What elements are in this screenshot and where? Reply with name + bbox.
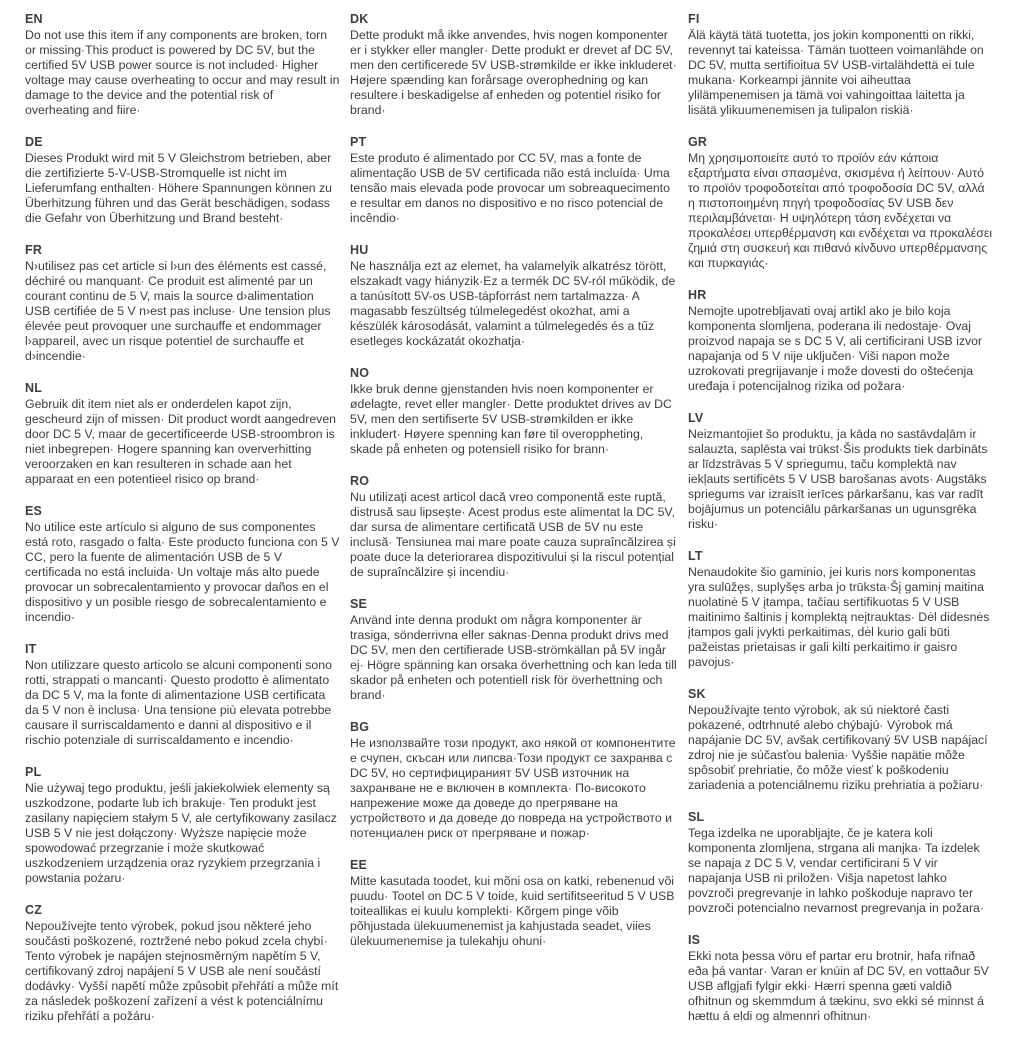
warning-text-pl: Nie używaj tego produktu, jeśli jakiekolwiek elementy są uszkodzone, podarte lub ich brakuje· Ten produkt jest zasilany napięciem stałym 5 V, ale certyfikowany zasilacz USB 5 V nie jest dołączony· Wyższe napięcie może spowodować przegrzanie i może skutkować uszkodzeniem urządzenia oraz ryzykiem przegrzania i powstania pożaru· [25, 781, 337, 885]
language-code-pt: PT [350, 135, 367, 149]
section-gr [688, 135, 994, 271]
language-code-sl: SL [688, 810, 705, 824]
warning-text-pt: Este produto é alimentado por CC 5V, mas a fonte de alimentação USB de 5V certificada não está incluída· Uma tensão mais elevada pode provocar um sobreaquecimento e resultar em danos no dispositivo e no risco potencial de incêndio· [350, 151, 670, 225]
warning-text-cz: Nepoužívejte tento výrobek, pokud jsou některé jeho součásti poškozené, roztržené nebo pokud zcela chybí· Tento výrobek je napájen stejnosměrným napětím 5 V, certifikovaný zdroj napájení 5 V USB ale není součástí dodávky· Vyšší napětí může způsobit přehřátí a může mít za následek poškození zařízení a vést k potenciálnímu riziku přehřátí a požáru· [25, 919, 339, 1023]
language-code-es: ES [25, 504, 43, 518]
warning-text-fr: N›utilisez pas cet article si l›un des éléments est cassé, déchiré ou manquant· Ce produit est alimenté par un courant continu de 5 V, mais la source d›alimentation USB certifiée de 5 V n›est pas incluse· Une tension plus élevée peut provoquer une surchauffe et endommager l›appareil, avec un risque potentiel de surchauffe et d›incendie· [25, 259, 331, 363]
warning-text-de: Dieses Produkt wird mit 5 V Gleichstrom betrieben, aber die zertifizierte 5-V-USB-Stromquelle ist nicht im Lieferumfang enthalten· Höhere Spannungen können zu Überhitzung führen und das Gerät beschädigen, sodass die Gefahr von Überhitzung und Brand besteht· [25, 151, 332, 225]
warning-text-hr: Nemojte upotrebljavati ovaj artikl ako je bilo koja komponenta slomljena, poderana ili nedostaje· Ovaj proizvod napaja se s DC 5 V, ali certificirani USB izvor napajanja od 5 V nije uključen· Viši napon može uzrokovati pregrijavanje i može dovesti do oštećenja uređaja i potencijalnog rizika od požara· [688, 304, 983, 393]
warning-text-lt: Nenaudokite šio gaminio, jei kuris nors komponentas yra sulūžęs, suplyšęs arba jo trūksta·Šį gaminį maitina nuolatinė 5 V įtampa, tačiau sertifikuotas 5 V USB maitinimo šaltinis į komplektą neįtrauktas· Dėl didesnės įtampos gali įvykti perkaitimas, dėl kurio gali būti pažeistas prietaisas ir gali kilti perkaitimo ir gaisro pavojus· [688, 565, 990, 669]
column-1 [25, 12, 350, 1041]
section-hu [350, 243, 678, 349]
section-it [25, 642, 340, 748]
language-code-hu: HU [350, 243, 369, 257]
warning-text-sk: Nepoužívajte tento výrobok, ak sú niektoré časti pokazené, odtrhnuté alebo chýbajú· Výrobok má napájanie DC 5V, avšak certifikovaný 5V USB napájací zdroj nie je súčasťou balenia· Vyššie napätie môže spôsobiť prehriatie, čo môže viesť k poškodeniu zariadenia a potenciálnemu riziku prehriatia a požiaru· [688, 703, 988, 792]
warning-text-no: Ikke bruk denne gjenstanden hvis noen komponenter er ødelagte, revet eller mangler· Dette produktet drives av DC 5V, men den sertifiserte 5V USB-strømkilden er ikke inkludert· Høyere spenning kan føre til overoppheting, skade på enheten og potensiell risiko for brann· [350, 382, 672, 456]
section-cz [25, 903, 340, 1024]
warning-text-fi: Älä käytä tätä tuotetta, jos jokin komponentti on rikki, revennyt tai kateissa· Tämän tuotteen voimanlähde on DC 5V, mutta sertifioitua 5V USB-virtalähdettä ei tule mukana· Korkeampi jännite voi aiheuttaa ylilämpenemisen ja tämä voi vahingoittaa laitetta ja lisätä ylikuumenemisen ja tulipalon riskiä· [688, 28, 984, 117]
warning-text-sl: Tega izdelka ne uporabljajte, če je katera koli komponenta zlomljena, strgana ali manjka· Ta izdelek se napaja z DC 5 V, vendar certificirani 5 V vir napajanja USB ni priložen· Višja napetost lahko povzroči pregrevanje in lahko poškoduje napravo ter povzroči potencialno nevarnost pregrevanja in požara· [688, 826, 984, 915]
section-sk [688, 687, 994, 793]
language-code-ro: RO [350, 474, 370, 488]
section-lv [688, 411, 994, 532]
language-code-no: NO [350, 366, 370, 380]
warning-text-ee: Mitte kasutada toodet, kui mõni osa on katki, rebenenud või puudu· Tootel on DC 5 V toide, kuid sertifitseeritud 5 V USB toiteallikas ei kuulu komplekti· Kõrgem pinge võib põhjustada ülekuumenemist ja kahjustada seadet, viies ülekuumenemise ja tulekahju ohuni· [350, 874, 675, 948]
language-code-cz: CZ [25, 903, 43, 917]
warning-text-bg: Не използвайте този продукт, ако някой от компонентите е счупен, скъсан или липсва·Този продукт се захранва с DC 5V, но сертифицираният 5V USB източник на захранване не е включен в комплекта· По-високото напрежение може да доведе до прегряване на устройството и да доведе до повреда на устройството и потенциален риск от прегряване и пожар· [350, 736, 676, 840]
warning-text-dk: Dette produkt må ikke anvendes, hvis nogen komponenter er i stykker eller mangler· Dette produkt er drevet af DC 5V, men den certificerede 5V USB-strømkilde er ikke inkluderet· Højere spænding kan forårsage overophedning og kan resultere i beskadigelse af enheden og potentiel risiko for brand· [350, 28, 677, 117]
section-sl [688, 810, 994, 916]
section-en [25, 12, 340, 118]
language-code-pl: PL [25, 765, 42, 779]
section-hr [688, 288, 994, 394]
warning-text-it: Non utilizzare questo articolo se alcuni componenti sono rotti, strappati o mancanti· Questo prodotto è alimentato da DC 5 V, ma la fonte di alimentazione USB certificata da 5 V non è inclusa· Una tensione più elevata potrebbe causare il surriscaldamento e danni al dispositivo e il rischio potenziale di surriscaldamento e incendio· [25, 658, 332, 747]
warning-text-gr: Μη χρησιμοποιείτε αυτό το προϊόν εάν κάποια εξαρτήματα είναι σπασμένα, σκισμένα ή λείπουν· Αυτό το προϊόν τροφοδοτείται από τροφοδοσία DC 5V, αλλά η πιστοποιημένη πηγή τροφοδοσίας 5V USB δεν περιλαμβάνεται· Η υψηλότερη τάση ενδέχεται να προκαλέσει υπερθέρμανση και ενδέχεται να προκαλέσει ζημιά στη συσκευή και πιθανό κίνδυνο υπερθέρμανσης και πυρκαγιάς· [688, 151, 993, 270]
column-3 [688, 12, 1004, 1041]
warning-text-ro: Nu utilizați acest articol dacă vreo componentă este ruptă, distrusă sau lipsește· Acest produs este alimentat la DC 5V, dar sursa de alimentare certificată USB de 5V nu este inclusă· Tensiunea mai mare poate cauza supraîncălzirea și poate duce la deteriorarea dispozitivului și la riscul potențial de supraîncălzire și incendiu· [350, 490, 676, 579]
section-no [350, 366, 678, 457]
section-es [25, 504, 340, 625]
language-code-hr: HR [688, 288, 707, 302]
section-bg [350, 720, 678, 841]
column-2 [350, 12, 688, 1041]
language-code-se: SE [350, 597, 368, 611]
language-code-bg: BG [350, 720, 370, 734]
section-de [25, 135, 340, 226]
language-code-ee: EE [350, 858, 368, 872]
warning-text-is: Ekki nota þessa vöru ef partar eru brotnir, hafa rifnað eða þá vantar· Varan er knúin af DC 5V, en vottaður 5V USB aflgjafi fylgir ekki· Hærri spenna gæti valdið ofhitnun og skemmdum á tækinu, svo ekki sé minnst á hættu á eldi og almennri ofhitnun· [688, 949, 989, 1023]
section-fr [25, 243, 340, 364]
language-code-fi: FI [688, 12, 700, 26]
warning-text-se: Använd inte denna produkt om några komponenter är trasiga, sönderrivna eller saknas·Denna produkt drivs med DC 5V, men den certifierade USB-strömkällan på 5V ingår ej· Högre spänning kan orsaka överhettning och kan leda till skador på enheten och potentiell risk för överhettning och brand· [350, 613, 677, 702]
section-lt [688, 549, 994, 670]
language-code-de: DE [25, 135, 43, 149]
language-code-it: IT [25, 642, 37, 656]
language-code-en: EN [25, 12, 43, 26]
warning-text-hu: Ne használja ezt az elemet, ha valamelyik alkatrész törött, elszakadt vagy hiányzik·Ez a termék DC 5V-ról működik, de a tanúsított 5V-os USB-tápforrást nem tartalmazza· A magasabb feszültség túlmelegedést okozhat, ami a készülék károsodását, valamint a túlmelegedés és a tűz esetleges kockázatát okozhatja· [350, 259, 676, 348]
section-dk [350, 12, 678, 118]
section-pl [25, 765, 340, 886]
language-code-is: IS [688, 933, 701, 947]
warning-text-nl: Gebruik dit item niet als er onderdelen kapot zijn, gescheurd zijn of missen· Dit product wordt aangedreven door DC 5 V, maar de gecertificeerde USB-stroombron is niet inbegrepen· Hogere spanning kan oververhitting veroorzaken en kan resulteren in schade aan het apparaat en een potentieel risico op brand· [25, 397, 337, 486]
section-fi [688, 12, 994, 118]
section-se [350, 597, 678, 703]
language-code-gr: GR [688, 135, 708, 149]
language-code-nl: NL [25, 381, 43, 395]
warning-text-en: Do not use this item if any components are broken, torn or missing·This product is powered by DC 5V, but the certified 5V USB power source is not included· Higher voltage may cause overheating to occur and may result in damage to the device and the potential risk of overheating and fiire· [25, 28, 340, 117]
warning-text-es: No utilice este artículo si alguno de sus componentes está roto, rasgado o falta· Este producto funciona con 5 V CC, pero la fuente de alimentación USB de 5 V certificada no está incluida· Un voltaje más alto puede provocar un sobrecalentamiento y provocar daños en el dispositivo y un posible riesgo de sobrecalentamiento e incendio· [25, 520, 340, 624]
language-code-lt: LT [688, 549, 703, 563]
section-ee [350, 858, 678, 949]
section-pt [350, 135, 678, 226]
section-ro [350, 474, 678, 580]
language-code-lv: LV [688, 411, 704, 425]
warning-text-lv: Neizmantojiet šo produktu, ja kāda no sastāvdaļām ir salauzta, saplēsta vai trūkst·Šis produkts tiek darbināts ar līdzstrāvas 5 V spriegumu, taču komplektā nav iekļauts sertificēts 5 V USB barošanas avots· Augstāks spriegums var izraisīt ierīces pārkaršanu, kas var radīt bojājumus un potenciālu pārkaršanas un ugunsgrēka risku· [688, 427, 988, 531]
language-code-dk: DK [350, 12, 369, 26]
language-code-fr: FR [25, 243, 43, 257]
section-is [688, 933, 994, 1024]
language-code-sk: SK [688, 687, 706, 701]
section-nl [25, 381, 340, 487]
